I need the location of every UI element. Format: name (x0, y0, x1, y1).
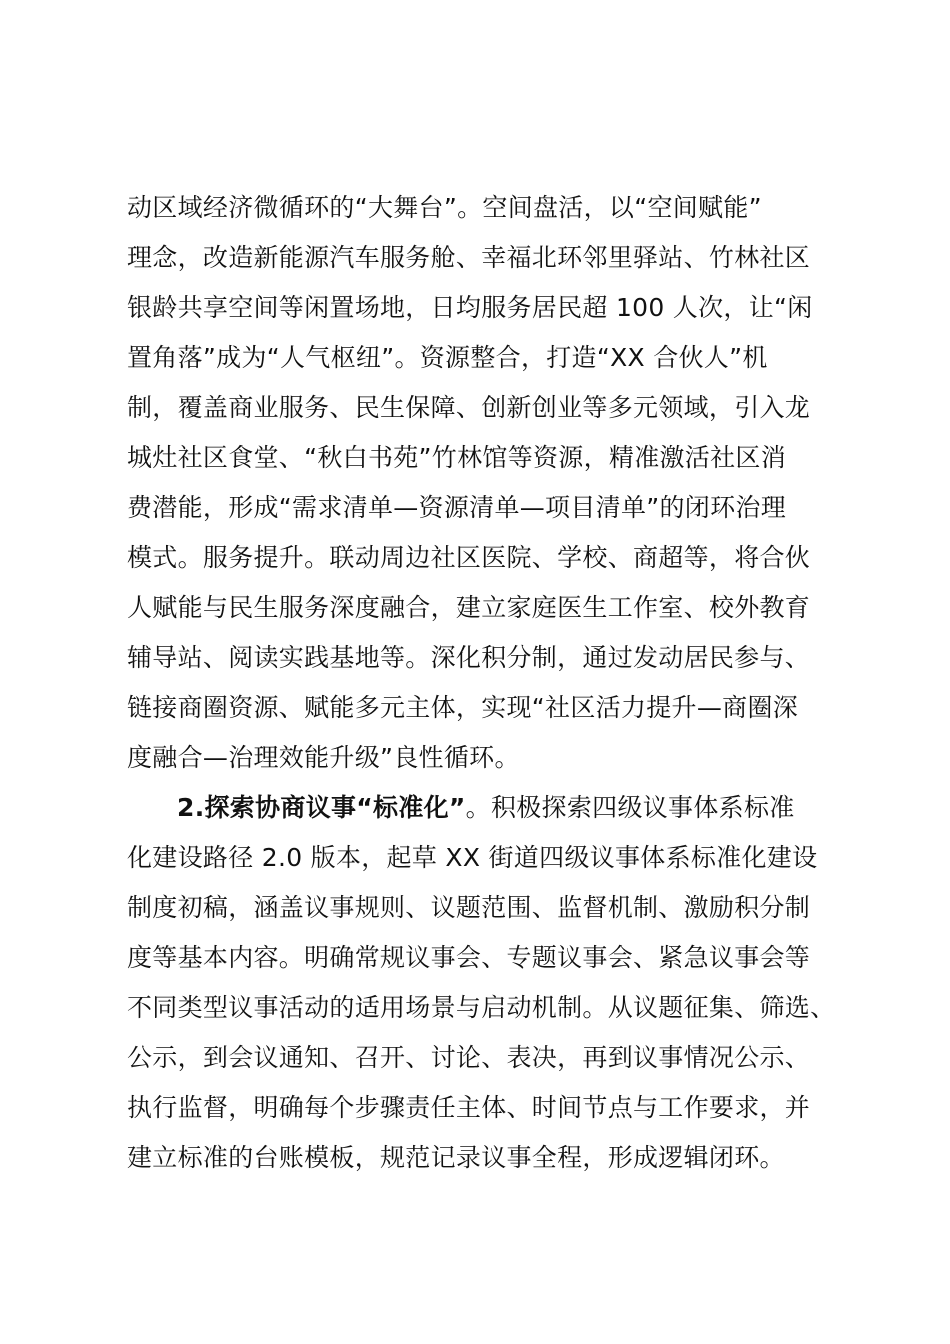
text-line: 执行监督，明确每个步骤责任主体、时间节点与工作要求，并 (127, 1093, 811, 1122)
paragraph-first-line (127, 783, 867, 833)
section-heading: 2.探索协商议事“标准化” (177, 793, 466, 822)
text-line: 动区域经济微循环的“大舞台”。空间盘活，以“空间赋能” (127, 193, 762, 222)
text-line: 链接商圈资源、赋能多元主体，实现“社区活力提升—商圈深 (127, 693, 799, 722)
text-line: 度融合—治理效能升级”良性循环。 (127, 743, 520, 772)
text-line: 度等基本内容。明确常规议事会、专题议事会、紧急议事会等 (127, 943, 811, 972)
document-body (127, 183, 867, 1183)
text-line: 城灶社区食堂、“秋白书苑”竹林馆等资源，精准激活社区消 (127, 443, 787, 472)
paragraph-community-partners (127, 183, 867, 783)
heading-continuation: 。积极探索四级议事体系标准 (465, 793, 795, 822)
text-line: 人赋能与民生服务深度融合，建立家庭医生工作室、校外教育 (127, 593, 811, 622)
text-line: 不同类型议事活动的适用场景与启动机制。从议题征集、筛选、 (127, 993, 836, 1022)
text-line: 银龄共享空间等闲置场地，日均服务居民超 100 人次，让“闲 (127, 293, 813, 322)
text-line: 化建设路径 2.0 版本，起草 XX 街道四级议事体系标准化建设 (127, 843, 818, 872)
text-line: 理念，改造新能源汽车服务舱、幸福北环邻里驿站、竹林社区 (127, 243, 811, 272)
text-line: 辅导站、阅读实践基地等。深化积分制，通过发动居民参与、 (127, 643, 811, 672)
text-line: 费潜能，形成“需求清单—资源清单—项目清单”的闭环治理 (127, 493, 787, 522)
paragraph-consultation-standardization (127, 783, 867, 1183)
text-line: 模式。服务提升。联动周边社区医院、学校、商超等，将合伙 (127, 543, 811, 572)
text-line: 公示，到会议通知、召开、讨论、表决，再到议事情况公示、 (127, 1043, 811, 1072)
text-line: 置角落”成为“人气枢纽”。资源整合，打造“XX 合伙人”机 (127, 343, 768, 372)
text-line: 制，覆盖商业服务、民生保障、创新创业等多元领域，引入龙 (127, 393, 811, 422)
text-line: 制度初稿，涵盖议事规则、议题范围、监督机制、激励积分制 (127, 893, 811, 922)
text-line: 建立标准的台账模板，规范记录议事全程，形成逻辑闭环。 (127, 1143, 785, 1172)
